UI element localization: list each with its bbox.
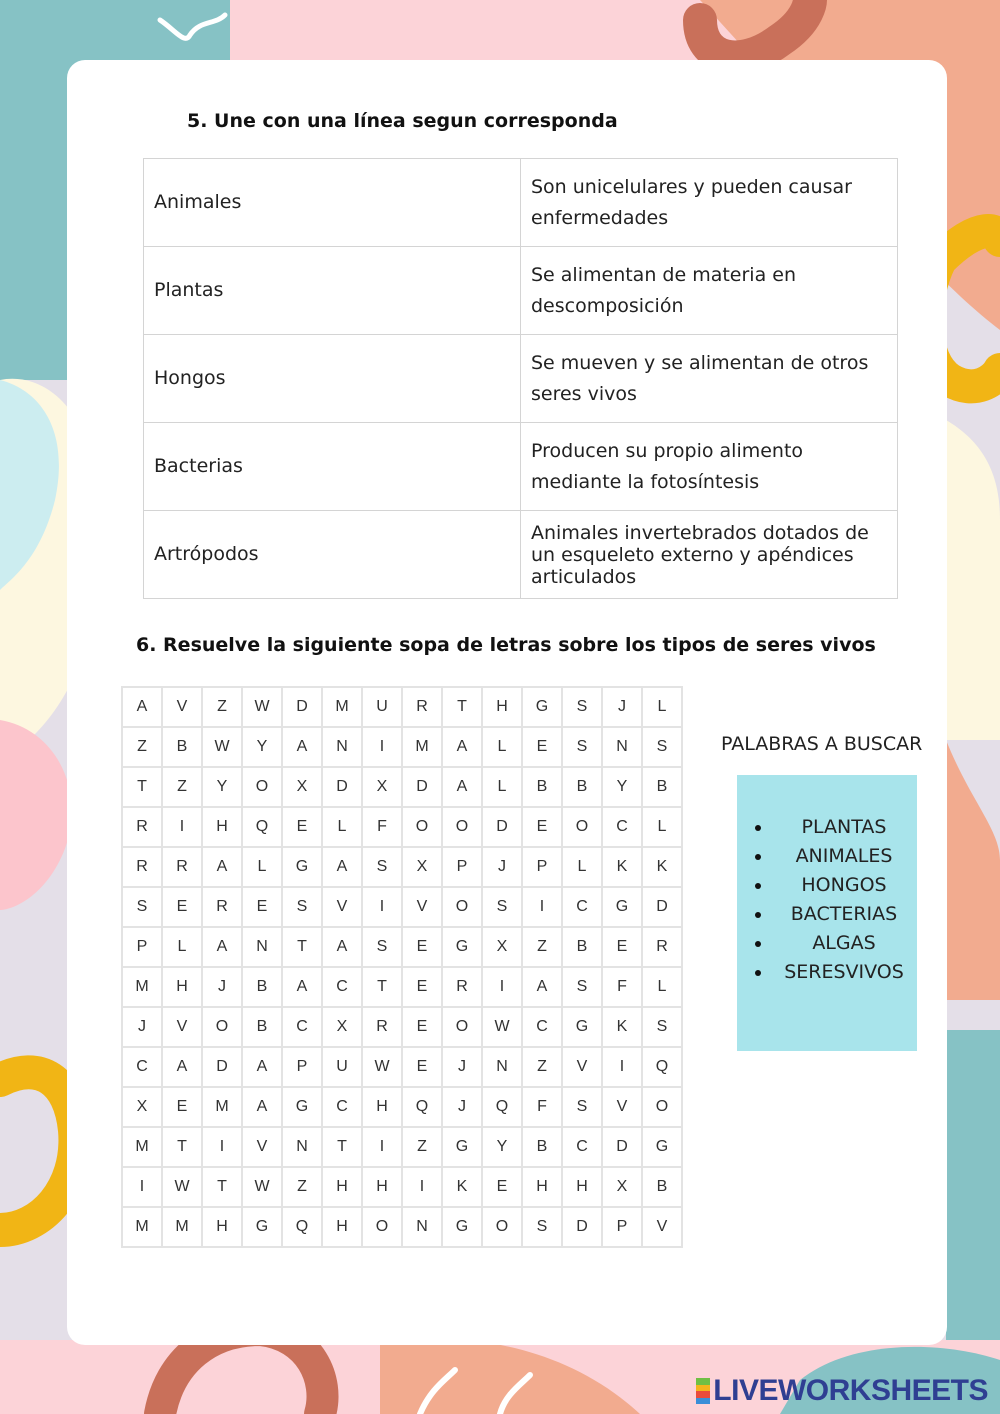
grid-cell[interactable]: Z [522,1047,562,1087]
grid-cell[interactable]: A [162,1047,202,1087]
grid-cell[interactable]: L [482,727,522,767]
grid-cell[interactable]: Y [602,767,642,807]
grid-row [122,1007,682,1047]
grid-row [122,1087,682,1127]
grid-cell[interactable]: J [442,1087,482,1127]
bullet-icon [755,854,761,860]
grid-cell[interactable]: D [282,687,322,727]
grid-cell[interactable]: L [562,847,602,887]
grid-row [122,807,682,847]
grid-cell[interactable]: W [362,1047,402,1087]
grid-cell[interactable]: J [482,847,522,887]
grid-cell[interactable]: B [162,727,202,767]
grid-cell[interactable]: C [122,1047,162,1087]
word-list-box [737,775,917,1051]
grid-cell[interactable]: S [122,887,162,927]
table-row [144,247,898,335]
word-label: ALGAS [812,932,876,954]
grid-cell[interactable]: H [162,967,202,1007]
grid-row [122,1047,682,1087]
grid-row [122,1167,682,1207]
table-row [144,159,898,247]
grid-cell[interactable]: C [322,967,362,1007]
grid-row [122,687,682,727]
grid-cell[interactable]: Z [402,1127,442,1167]
grid-cell[interactable]: T [202,1167,242,1207]
grid-cell[interactable]: N [322,727,362,767]
grid-cell[interactable]: V [562,1047,602,1087]
bullet-icon [755,825,761,831]
grid-cell[interactable]: A [122,687,162,727]
liveworksheets-brand[interactable] [696,1376,988,1406]
table-row [144,423,898,511]
grid-cell[interactable]: B [242,1007,282,1047]
grid-cell[interactable]: T [282,927,322,967]
list-item [737,813,917,842]
grid-cell[interactable]: I [482,967,522,1007]
grid-cell[interactable]: Z [522,927,562,967]
grid-cell[interactable]: C [602,807,642,847]
grid-cell[interactable]: H [202,1207,242,1247]
grid-cell[interactable]: S [562,1087,602,1127]
grid-cell[interactable]: C [322,1087,362,1127]
grid-cell[interactable]: D [482,807,522,847]
grid-cell[interactable]: G [282,1087,322,1127]
grid-cell[interactable]: E [402,1047,442,1087]
grid-cell[interactable]: A [322,847,362,887]
grid-cell[interactable]: O [442,1007,482,1047]
grid-cell[interactable]: L [642,807,682,847]
grid-cell[interactable]: X [322,1007,362,1047]
grid-row [122,967,682,1007]
matching-table [143,158,898,599]
match-left-cell[interactable]: Animales [144,159,521,247]
match-left-cell[interactable]: Artrópodos [144,511,521,599]
grid-cell[interactable]: F [362,807,402,847]
grid-cell[interactable]: R [122,807,162,847]
grid-cell[interactable]: W [242,687,282,727]
grid-cell[interactable]: B [242,967,282,1007]
grid-cell[interactable]: S [362,927,402,967]
grid-cell[interactable]: X [402,847,442,887]
grid-cell[interactable]: R [362,1007,402,1047]
grid-cell[interactable]: P [522,847,562,887]
grid-cell[interactable]: W [162,1167,202,1207]
grid-cell[interactable]: S [522,1207,562,1247]
grid-cell[interactable]: W [202,727,242,767]
match-left-cell[interactable]: Plantas [144,247,521,335]
grid-cell[interactable]: M [122,967,162,1007]
grid-cell[interactable]: G [442,1207,482,1247]
grid-cell[interactable]: E [282,807,322,847]
bullet-icon [755,941,761,947]
word-label: SERESVIVOS [784,961,904,983]
grid-cell[interactable]: I [362,887,402,927]
section5-title: 5. Une con una línea segun corresponda [187,110,618,132]
grid-cell[interactable]: M [122,1207,162,1247]
grid-cell[interactable]: A [442,727,482,767]
grid-cell[interactable]: L [322,807,362,847]
grid-cell[interactable]: J [442,1047,482,1087]
grid-cell[interactable]: A [442,767,482,807]
match-right-cell[interactable]: Producen su propio alimento mediante la fotosíntesis [521,423,898,511]
grid-cell[interactable]: T [362,967,402,1007]
grid-cell[interactable]: A [242,1047,282,1087]
table-row [144,335,898,423]
grid-cell[interactable]: C [522,1007,562,1047]
grid-cell[interactable]: G [642,1127,682,1167]
bullet-icon [755,912,761,918]
grid-cell[interactable]: J [122,1007,162,1047]
list-item [737,871,917,900]
grid-cell[interactable]: M [122,1127,162,1167]
grid-cell[interactable]: P [602,1207,642,1247]
grid-cell[interactable]: T [322,1127,362,1167]
grid-cell[interactable]: S [562,687,602,727]
grid-cell[interactable]: B [522,1127,562,1167]
grid-cell[interactable]: P [282,1047,322,1087]
grid-cell[interactable]: W [242,1167,282,1207]
grid-cell[interactable]: X [122,1087,162,1127]
grid-cell[interactable]: O [362,1207,402,1247]
match-left-cell[interactable]: Hongos [144,335,521,423]
grid-cell[interactable]: A [202,927,242,967]
grid-cell[interactable]: U [362,687,402,727]
grid-cell[interactable]: H [362,1087,402,1127]
grid-cell[interactable]: G [282,847,322,887]
grid-cell[interactable]: Y [482,1127,522,1167]
grid-row [122,1207,682,1247]
grid-cell[interactable]: D [322,767,362,807]
word-list [737,775,917,987]
grid-cell[interactable]: V [242,1127,282,1167]
grid-cell[interactable]: G [442,927,482,967]
grid-cell[interactable]: B [522,767,562,807]
grid-cell[interactable]: I [362,1127,402,1167]
match-left-cell[interactable]: Bacterias [144,423,521,511]
grid-cell[interactable]: Q [402,1087,442,1127]
grid-cell[interactable]: N [602,727,642,767]
grid-cell[interactable]: B [642,767,682,807]
grid-cell[interactable]: Y [242,727,282,767]
match-right-cell[interactable]: Son unicelulares y pueden causar enfermedades [521,159,898,247]
grid-cell[interactable]: R [402,687,442,727]
logo-stripe [696,1398,710,1405]
grid-cell[interactable]: R [202,887,242,927]
grid-cell[interactable]: Q [642,1047,682,1087]
bullet-icon [755,883,761,889]
grid-cell[interactable]: N [402,1207,442,1247]
grid-cell[interactable]: O [562,807,602,847]
word-label: ANIMALES [795,845,893,867]
grid-cell[interactable]: V [162,687,202,727]
grid-cell[interactable]: Q [242,807,282,847]
grid-cell[interactable]: E [162,1087,202,1127]
match-right-cell[interactable]: Se mueven y se alimentan de otros seres vivos [521,335,898,423]
grid-cell[interactable]: D [202,1047,242,1087]
grid-cell[interactable]: B [562,927,602,967]
grid-cell[interactable]: V [402,887,442,927]
grid-cell[interactable]: Y [202,767,242,807]
grid-cell[interactable]: V [602,1087,642,1127]
grid-cell[interactable]: V [162,1007,202,1047]
grid-cell[interactable]: L [242,847,282,887]
grid-cell[interactable]: X [282,767,322,807]
grid-cell[interactable]: I [202,1127,242,1167]
grid-cell[interactable]: E [522,727,562,767]
grid-cell[interactable]: W [482,1007,522,1047]
grid-cell[interactable]: L [162,927,202,967]
grid-cell[interactable]: H [322,1167,362,1207]
grid-cell[interactable]: G [602,887,642,927]
grid-cell[interactable]: G [442,1127,482,1167]
grid-cell[interactable]: I [362,727,402,767]
grid-cell[interactable]: A [282,967,322,1007]
grid-cell[interactable]: S [642,727,682,767]
grid-cell[interactable]: R [122,847,162,887]
match-right-cell[interactable]: Se alimentan de materia en descomposición [521,247,898,335]
grid-cell[interactable]: T [122,767,162,807]
grid-cell[interactable]: R [642,927,682,967]
grid-cell[interactable]: C [562,887,602,927]
grid-cell[interactable]: E [162,887,202,927]
grid-cell[interactable]: O [242,767,282,807]
word-label: PLANTAS [801,816,887,838]
grid-cell[interactable]: Q [482,1087,522,1127]
grid-cell[interactable]: D [642,887,682,927]
grid-cell[interactable]: S [562,727,602,767]
grid-cell[interactable]: E [402,967,442,1007]
grid-cell[interactable]: H [322,1207,362,1247]
grid-cell[interactable]: T [162,1127,202,1167]
word-label: HONGOS [801,874,887,896]
brand-name: LIVEWORKSHEETS [713,1374,988,1407]
grid-cell[interactable]: U [322,1047,362,1087]
grid-cell[interactable]: E [402,1007,442,1047]
grid-cell[interactable]: S [362,847,402,887]
list-item [737,842,917,871]
liveworksheets-logo-icon [696,1378,710,1404]
grid-cell[interactable]: K [642,847,682,887]
grid-cell[interactable]: H [522,1167,562,1207]
grid-row [122,847,682,887]
grid-cell[interactable]: N [242,927,282,967]
grid-cell[interactable]: Z [202,687,242,727]
grid-cell[interactable]: E [482,1167,522,1207]
grid-cell[interactable]: N [282,1127,322,1167]
section6-title: 6. Resuelve la siguiente sopa de letras sobre los tipos de seres vivos [136,634,876,656]
grid-cell[interactable]: R [442,967,482,1007]
grid-cell[interactable]: I [162,807,202,847]
list-item [737,900,917,929]
grid-cell[interactable]: O [442,807,482,847]
grid-cell[interactable]: E [242,887,282,927]
grid-cell[interactable]: E [602,927,642,967]
grid-cell[interactable]: M [162,1207,202,1247]
grid-cell[interactable]: L [642,967,682,1007]
grid-cell[interactable]: L [482,767,522,807]
grid-cell[interactable]: A [202,847,242,887]
grid-cell[interactable]: Z [282,1167,322,1207]
grid-row [122,887,682,927]
grid-cell[interactable]: X [602,1167,642,1207]
grid-cell[interactable]: I [602,1047,642,1087]
grid-cell[interactable]: C [562,1127,602,1167]
grid-cell[interactable]: A [282,727,322,767]
grid-cell[interactable]: P [442,847,482,887]
grid-cell[interactable]: H [482,687,522,727]
grid-cell[interactable]: D [602,1127,642,1167]
grid-cell[interactable]: X [482,927,522,967]
grid-cell[interactable]: A [322,927,362,967]
grid-cell[interactable]: G [562,1007,602,1047]
grid-cell[interactable]: K [442,1167,482,1207]
grid-cell[interactable]: D [562,1207,602,1247]
grid-cell[interactable]: F [522,1087,562,1127]
grid-cell[interactable]: T [442,687,482,727]
grid-cell[interactable]: L [642,687,682,727]
grid-cell[interactable]: Q [282,1207,322,1247]
grid-cell[interactable]: J [202,967,242,1007]
grid-row [122,927,682,967]
grid-cell[interactable]: M [202,1087,242,1127]
grid-cell[interactable]: I [402,1167,442,1207]
grid-cell[interactable]: P [122,927,162,967]
list-item [737,929,917,958]
grid-cell[interactable]: N [482,1047,522,1087]
grid-cell[interactable]: G [242,1207,282,1247]
grid-row [122,767,682,807]
word-search-grid [121,686,683,1248]
grid-cell[interactable]: J [602,687,642,727]
grid-cell[interactable]: O [402,807,442,847]
grid-cell[interactable]: B [642,1167,682,1207]
grid-cell[interactable]: F [602,967,642,1007]
grid-cell[interactable]: Z [122,727,162,767]
grid-cell[interactable]: S [482,887,522,927]
grid-cell[interactable]: M [322,687,362,727]
grid-cell[interactable]: K [602,847,642,887]
table-row [144,511,898,599]
word-list-title: PALABRAS A BUSCAR [721,733,923,755]
grid-cell[interactable]: V [322,887,362,927]
grid-cell[interactable]: I [122,1167,162,1207]
grid-cell[interactable]: S [282,887,322,927]
grid-cell[interactable]: G [522,687,562,727]
grid-cell[interactable]: Z [162,767,202,807]
grid-cell[interactable]: M [402,727,442,767]
grid-cell[interactable]: E [402,927,442,967]
grid-cell[interactable]: H [202,807,242,847]
grid-cell[interactable]: A [242,1087,282,1127]
grid-cell[interactable]: C [282,1007,322,1047]
grid-cell[interactable]: O [642,1087,682,1127]
grid-cell[interactable]: B [562,767,602,807]
grid-cell[interactable]: S [562,967,602,1007]
grid-cell[interactable]: A [522,967,562,1007]
word-label: BACTERIAS [790,903,898,925]
grid-cell[interactable]: X [362,767,402,807]
grid-cell[interactable]: D [402,767,442,807]
grid-cell[interactable]: I [522,887,562,927]
grid-cell[interactable]: S [642,1007,682,1047]
grid-cell[interactable]: H [362,1167,402,1207]
grid-cell[interactable]: O [482,1207,522,1247]
bullet-icon [755,970,761,976]
grid-row [122,1127,682,1167]
grid-cell[interactable]: R [162,847,202,887]
grid-row [122,727,682,767]
grid-cell[interactable]: V [642,1207,682,1247]
grid-cell[interactable]: O [202,1007,242,1047]
grid-cell[interactable]: H [562,1167,602,1207]
match-right-cell[interactable]: Animales invertebrados dotados de un esqueleto externo y apéndices articulados [521,511,898,599]
grid-cell[interactable]: E [522,807,562,847]
grid-cell[interactable]: O [442,887,482,927]
list-item [737,958,917,987]
grid-cell[interactable]: K [602,1007,642,1047]
